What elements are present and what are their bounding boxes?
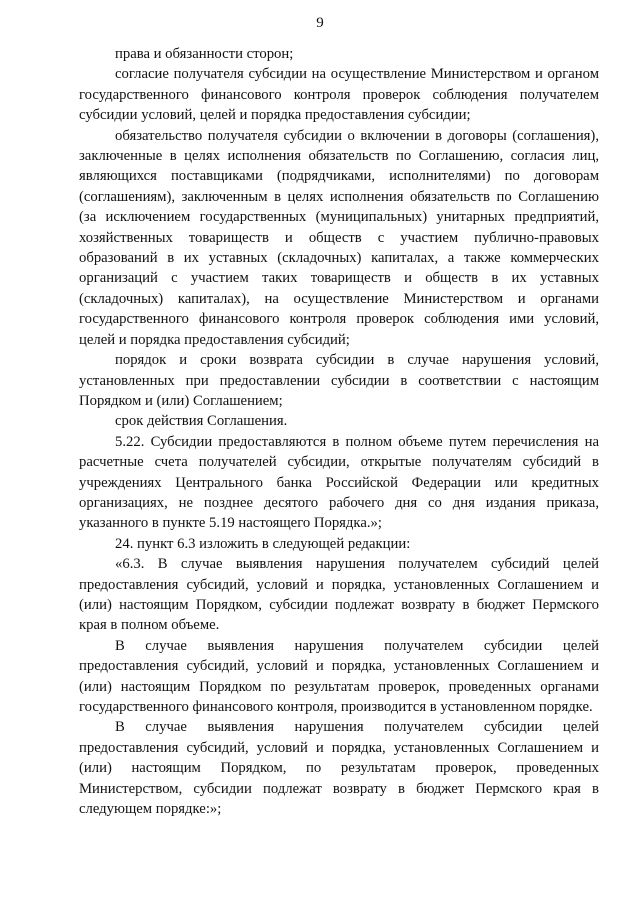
- paragraph: срок действия Соглашения.: [115, 413, 288, 430]
- paragraph: «6.3. В случае выявления нарушения получателем субсидий целей предоставления субсидий, условий и порядка, установленных Соглашением и (или) настоящим Порядком, субсидии подлежат возврату в бюджет Пермского края в полном объеме.: [79, 556, 599, 634]
- paragraph: согласие получателя субсидии на осуществление Министерством и органом государственного финансового контроля проверок соблюдения получателем субсидии условий, целей и порядка предоставления субсидии;: [79, 66, 599, 124]
- document-body: [79, 44, 599, 819]
- page-number: 9: [316, 15, 324, 31]
- paragraph: обязательство получателя субсидии о включении в договоры (соглашения), заключенные в целях исполнения обязательств по Соглашению, согласия лиц, являющихся поставщиками (подрядчиками, исполнителями) по договорам (соглашениям), заключенным в целях исполнения обязательств по Соглашению (за исключением государственных (муниципальных) унитарных предприятий, хозяйственных товариществ и обществ с участием публично-правовых образований в их уставных (складочных) капиталах, а также коммерческих организаций с участием таких товариществ и обществ в их уставных (складочных) капиталах), на осуществление Министерством и органами государственного финансового контроля проверок соблюдения ими условий, целей и порядка предоставления субсидий;: [79, 127, 599, 348]
- paragraph: В случае выявления нарушения получателем субсидии целей предоставления субсидий, условий и порядка, установленных Соглашением и (или) настоящим Порядком по результатам проверок, проведенных органами государственного финансового контроля, производится в установленном порядке.: [79, 637, 599, 715]
- paragraph: 24. пункт 6.3 изложить в следующей редакции:: [115, 535, 411, 552]
- paragraph: 5.22. Субсидии предоставляются в полном объеме путем перечисления на расчетные счета получателей субсидии, открытые получателям субсидий в учреждениях Центрального банка Российской Федерации или кредитных организациях, не позднее десятого рабочего дня со дня издания приказа, указанного в пункте 5.19 настоящего Порядка.»;: [79, 433, 599, 532]
- paragraph: порядок и сроки возврата субсидии в случае нарушения условий, установленных при предоставлении субсидии в соответствии с настоящим Порядком и (или) Соглашением;: [79, 352, 599, 409]
- paragraph: права и обязанности сторон;: [115, 46, 294, 62]
- paragraph: В случае выявления нарушения получателем субсидии целей предоставления субсидий, условий и порядка, установленных Соглашением и (или) настоящим Порядком, по результатам проверок, проведенных Министерством, субсидии подлежат возврату в бюджет Пермского края в следующем порядке:»;: [79, 719, 599, 818]
